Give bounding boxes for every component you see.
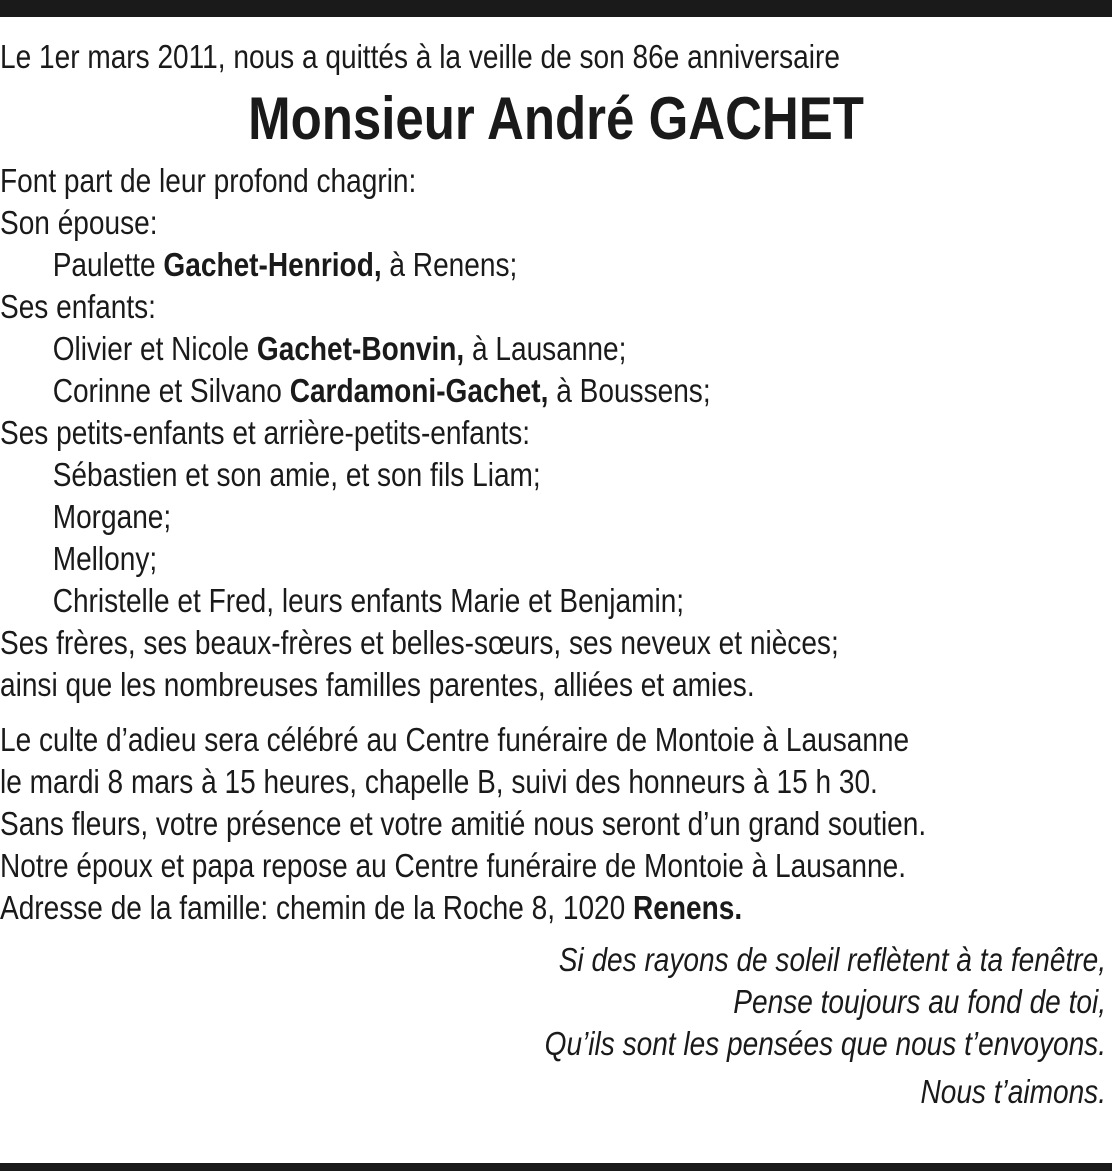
child-place: à Boussens; xyxy=(548,372,711,409)
spouse-place: à Renens; xyxy=(381,246,518,283)
grandchild-entry: Mellony; xyxy=(52,540,158,577)
obituary-notice xyxy=(0,36,1112,1113)
spouse-surname: Gachet-Henriod, xyxy=(163,246,382,283)
poem-closing: Nous t’aimons. xyxy=(920,1073,1106,1110)
child-first-names: Corinne et Silvano xyxy=(52,372,290,409)
service-line: Sans fleurs, votre présence et votre amitié nous seront d’un grand soutien. xyxy=(0,805,927,842)
relatives-line: Ses frères, ses beaux-frères et belles-sœurs, ses neveux et nièces; xyxy=(0,624,839,661)
grandchildren-heading: Ses petits-enfants et arrière-petits-enfants: xyxy=(0,414,531,451)
spouse-first-name: Paulette xyxy=(52,246,164,283)
child-first-names: Olivier et Nicole xyxy=(52,330,257,367)
poem-line: Qu’ils sont les pensées que nous t’envoyons. xyxy=(544,1025,1106,1062)
address-city: Renens. xyxy=(633,889,743,926)
paragraph-gap xyxy=(0,706,1112,719)
grandchild-entry: Morgane; xyxy=(52,498,172,535)
spouse-entry xyxy=(0,244,945,286)
service-line: Le culte d’adieu sera célébré au Centre funéraire de Montoie à Lausanne xyxy=(0,721,910,758)
intro-line: Le 1er mars 2011, nous a quittés à la veille de son 86e anniversaire xyxy=(0,38,840,75)
grandchild-entry: Sébastien et son amie, et son fils Liam; xyxy=(52,456,541,493)
poem-line: Si des rayons de soleil reflètent à ta fenêtre, xyxy=(558,941,1106,978)
closing-poem xyxy=(0,939,1112,1113)
child-place: à Lausanne; xyxy=(464,330,627,367)
deceased-name: Monsieur André GACHET xyxy=(248,85,864,152)
address-prefix: Adresse de la famille: chemin de la Roche 8, 1020 xyxy=(0,889,634,926)
announcement-line: Font part de leur profond chagrin: xyxy=(0,162,417,199)
poem-line: Pense toujours au fond de toi, xyxy=(733,983,1106,1020)
family-address xyxy=(0,887,945,929)
spouse-heading: Son épouse: xyxy=(0,204,158,241)
child-surname: Gachet-Bonvin, xyxy=(256,330,465,367)
child-entry xyxy=(0,328,945,370)
children-heading: Ses enfants: xyxy=(0,288,156,325)
relatives-line: ainsi que les nombreuses familles parentes, alliées et amies. xyxy=(0,666,755,703)
child-entry xyxy=(0,370,945,412)
child-surname: Cardamoni-Gachet, xyxy=(289,372,549,409)
grandchild-entry: Christelle et Fred, leurs enfants Marie et Benjamin; xyxy=(52,582,685,619)
bottom-border-rule xyxy=(0,1163,1112,1171)
service-line: le mardi 8 mars à 15 heures, chapelle B, suivi des honneurs à 15 h 30. xyxy=(0,763,878,800)
top-border-rule xyxy=(0,0,1112,17)
service-line: Notre époux et papa repose au Centre funéraire de Montoie à Lausanne. xyxy=(0,847,907,884)
